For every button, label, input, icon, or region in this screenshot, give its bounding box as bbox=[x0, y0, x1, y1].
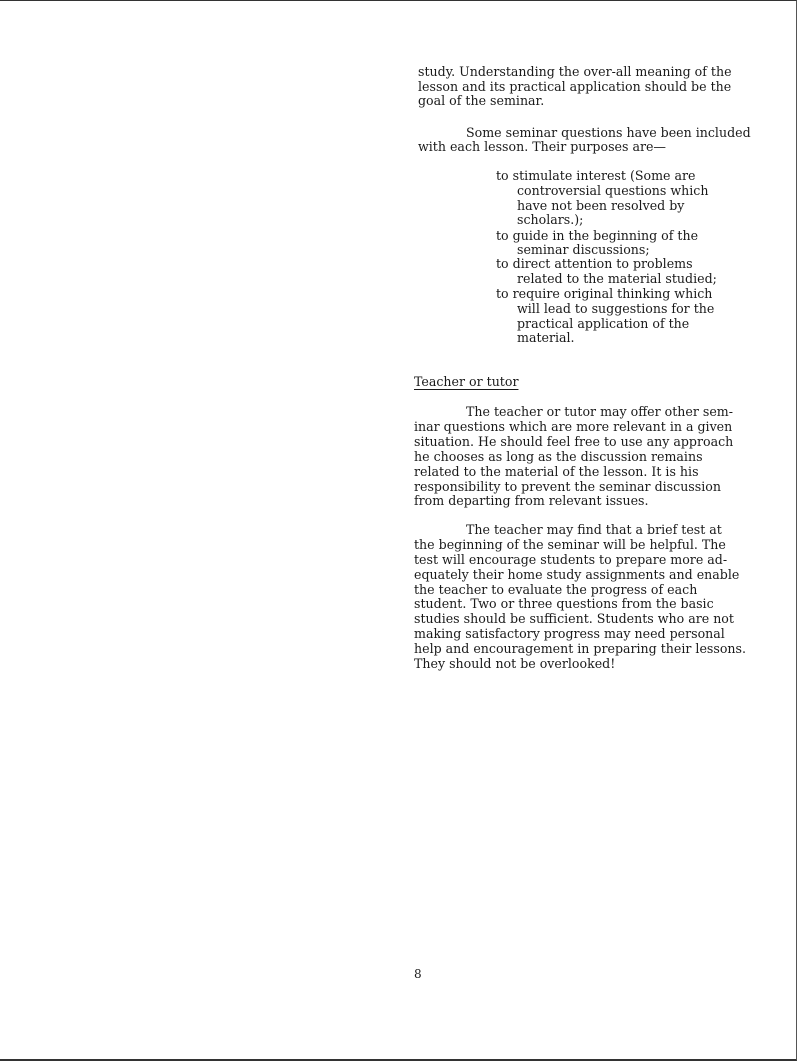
list-item-continuation: material. bbox=[517, 330, 575, 345]
text-line: the teacher to evaluate the progress of each bbox=[414, 582, 698, 597]
list-item: to stimulate interest (Some are bbox=[496, 168, 696, 183]
text-line: studies should be sufficient. Students who are not bbox=[414, 611, 734, 626]
list-item-continuation: have not been resolved by bbox=[517, 198, 685, 213]
text-line: Some seminar questions have been included bbox=[466, 125, 751, 140]
list-item-continuation: controversial questions which bbox=[517, 183, 709, 198]
list-item: to direct attention to problems bbox=[496, 256, 693, 271]
list-item-continuation: seminar discussions; bbox=[517, 242, 650, 257]
list-item-continuation: scholars.); bbox=[517, 212, 584, 227]
text-line: They should not be overlooked! bbox=[414, 656, 616, 671]
list-item-continuation: practical application of the bbox=[517, 316, 690, 331]
text-line: the beginning of the seminar will be helpful. The bbox=[414, 537, 726, 552]
list-item-continuation: will lead to suggestions for the bbox=[517, 301, 715, 316]
text-line: goal of the seminar. bbox=[418, 93, 545, 108]
text-line: related to the material of the lesson. It is his bbox=[414, 464, 699, 479]
list-item: to require original thinking which bbox=[496, 286, 713, 301]
text-line: The teacher may find that a brief test at bbox=[466, 522, 722, 537]
text-line: making satisfactory progress may need personal bbox=[414, 626, 725, 641]
text-line: lesson and its practical application should be the bbox=[418, 79, 732, 94]
section-heading: Teacher or tutor bbox=[414, 374, 519, 389]
text-line: test will encourage students to prepare more ad- bbox=[414, 552, 728, 567]
text-line: he chooses as long as the discussion remains bbox=[414, 449, 703, 464]
list-item-continuation: related to the material studied; bbox=[517, 271, 717, 286]
text-line: help and encouragement in preparing their lessons. bbox=[414, 641, 746, 656]
text-line: from departing from relevant issues. bbox=[414, 493, 649, 508]
list-item: to guide in the beginning of the bbox=[496, 228, 699, 243]
text-line: with each lesson. Their purposes are— bbox=[418, 139, 667, 154]
text-line: The teacher or tutor may offer other sem- bbox=[466, 404, 733, 419]
text-line: situation. He should feel free to use any approach bbox=[414, 434, 734, 449]
text-line: equately their home study assignments and enable bbox=[414, 567, 740, 582]
page-number: 8 bbox=[414, 967, 422, 981]
text-line: inar questions which are more relevant in a given bbox=[414, 419, 733, 434]
text-line: responsibility to prevent the seminar discussion bbox=[414, 479, 721, 494]
text-line: student. Two or three questions from the basic bbox=[414, 596, 714, 611]
text-line: study. Understanding the over-all meaning of the bbox=[418, 64, 732, 79]
